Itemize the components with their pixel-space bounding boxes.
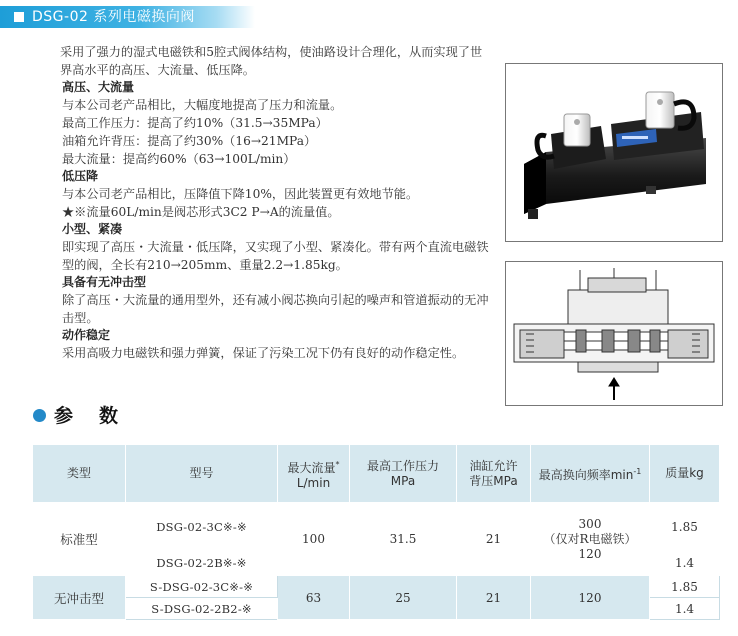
section-heading-shockless: 具备有无冲击型 (62, 275, 147, 289)
section-heading-stable: 动作稳定 (62, 328, 111, 342)
section-line: 油箱允许背压：提高了约30%（16→21MPa） (62, 134, 317, 148)
section-line: 即实现了高压・大流量・低压降，又实现了小型、紧凑化。带有两个直流电磁铁型的阀，全长有210→205mm、重量2.2→1.85kg。 (62, 240, 489, 272)
title-bar (0, 6, 255, 28)
header-max-pressure-line1: 最高工作压力 (366, 458, 439, 473)
header-weight: 质量kg (650, 445, 720, 503)
bullet-dot-icon (33, 409, 46, 422)
header-frequency-exp: -1 (633, 467, 642, 476)
cell-back-pressure: 21 (457, 576, 531, 620)
spec-table (32, 444, 720, 620)
header-back-pressure-line1: 油缸允许 (469, 458, 518, 473)
header-frequency-text: 最高换向频率min (538, 468, 634, 482)
cell-weight: 1.85 (650, 503, 720, 551)
header-type: 类型 (33, 445, 126, 503)
header-model: 型号 (126, 445, 278, 503)
section-heading-low-drop: 低压降 (62, 169, 99, 183)
cell-weight: 1.85 (650, 576, 720, 598)
cell-weight: 1.4 (650, 598, 720, 620)
header-max-pressure-line2: MPa (390, 473, 416, 488)
page-title: DSG-02 系列电磁换向阀 (32, 9, 195, 25)
cell-flow: 100 (278, 503, 350, 576)
section-heading-high-pressure: 高压、大流量 (62, 80, 135, 94)
header-back-pressure (457, 445, 531, 503)
header-max-flow-mark: * (335, 459, 340, 469)
title-square-icon (14, 12, 24, 22)
section-line: 与本公司老产品相比，压降值下降10%，因此装置更有效地节能。 (62, 187, 419, 201)
cell-frequency-line3: 120 (578, 546, 602, 561)
cell-model: DSG-02-2B※-※ (126, 551, 278, 576)
cell-weight: 1.4 (650, 551, 720, 576)
cell-model: S-DSG-02-2B2-※ (126, 598, 278, 620)
table-row (33, 503, 720, 551)
header-max-pressure (350, 445, 457, 503)
intro-block (62, 43, 492, 362)
cell-frequency-line1: 300 (578, 516, 602, 531)
intro-paragraph: 采用了强力的湿式电磁铁和5腔式阀体结构，使油路设计合理化，从而实现了世界高水平的高压、大流量、低压降。 (60, 45, 483, 77)
cell-pressure: 31.5 (350, 503, 457, 576)
section-line: 除了高压・大流量的通用型外，还有减小阀芯换向引起的噪声和管道振动的无冲击型。 (62, 293, 489, 325)
params-heading (33, 402, 144, 430)
params-heading-text: 参数 (54, 405, 145, 427)
valve-photo (505, 63, 723, 242)
table-row (33, 576, 720, 598)
cell-flow: 63 (278, 576, 350, 620)
cell-model: DSG-02-3C※-※ (126, 503, 278, 551)
cell-model: S-DSG-02-3C※-※ (126, 576, 278, 598)
section-line: 最大流量：提高约60%（63→100L/min） (62, 152, 296, 166)
cell-frequency (531, 503, 650, 576)
cell-frequency: 120 (531, 576, 650, 620)
cell-type-shockless: 无冲击型 (33, 576, 126, 620)
header-max-flow-line1: 最大流量 (287, 460, 336, 475)
header-frequency (531, 445, 650, 503)
header-max-flow (278, 445, 350, 503)
section-line: 采用高吸力电磁铁和强力弹簧，保证了污染工况下仍有良好的动作稳定性。 (62, 346, 465, 360)
cell-pressure: 25 (350, 576, 457, 620)
section-line: 与本公司老产品相比，大幅度地提高了压力和流量。 (62, 98, 343, 112)
section-line: 最高工作压力：提高了约10%（31.5→35MPa） (62, 116, 328, 130)
valve-section-drawing (505, 261, 723, 406)
section-drawing-image (506, 262, 722, 405)
section-line: ★※流量60L/min是阀芯形式3C2 P→A的流量值。 (62, 205, 340, 219)
cell-frequency-line2: （仅对R电磁铁） (543, 531, 637, 546)
table-header-row (33, 445, 720, 503)
valve-photo-image (506, 64, 722, 241)
cell-type-standard: 标准型 (33, 503, 126, 576)
section-heading-compact: 小型、紧凑 (62, 222, 123, 236)
header-back-pressure-line2: 背压MPa (469, 473, 518, 488)
cell-back-pressure: 21 (457, 503, 531, 576)
header-max-flow-line2: L/min (296, 475, 331, 490)
